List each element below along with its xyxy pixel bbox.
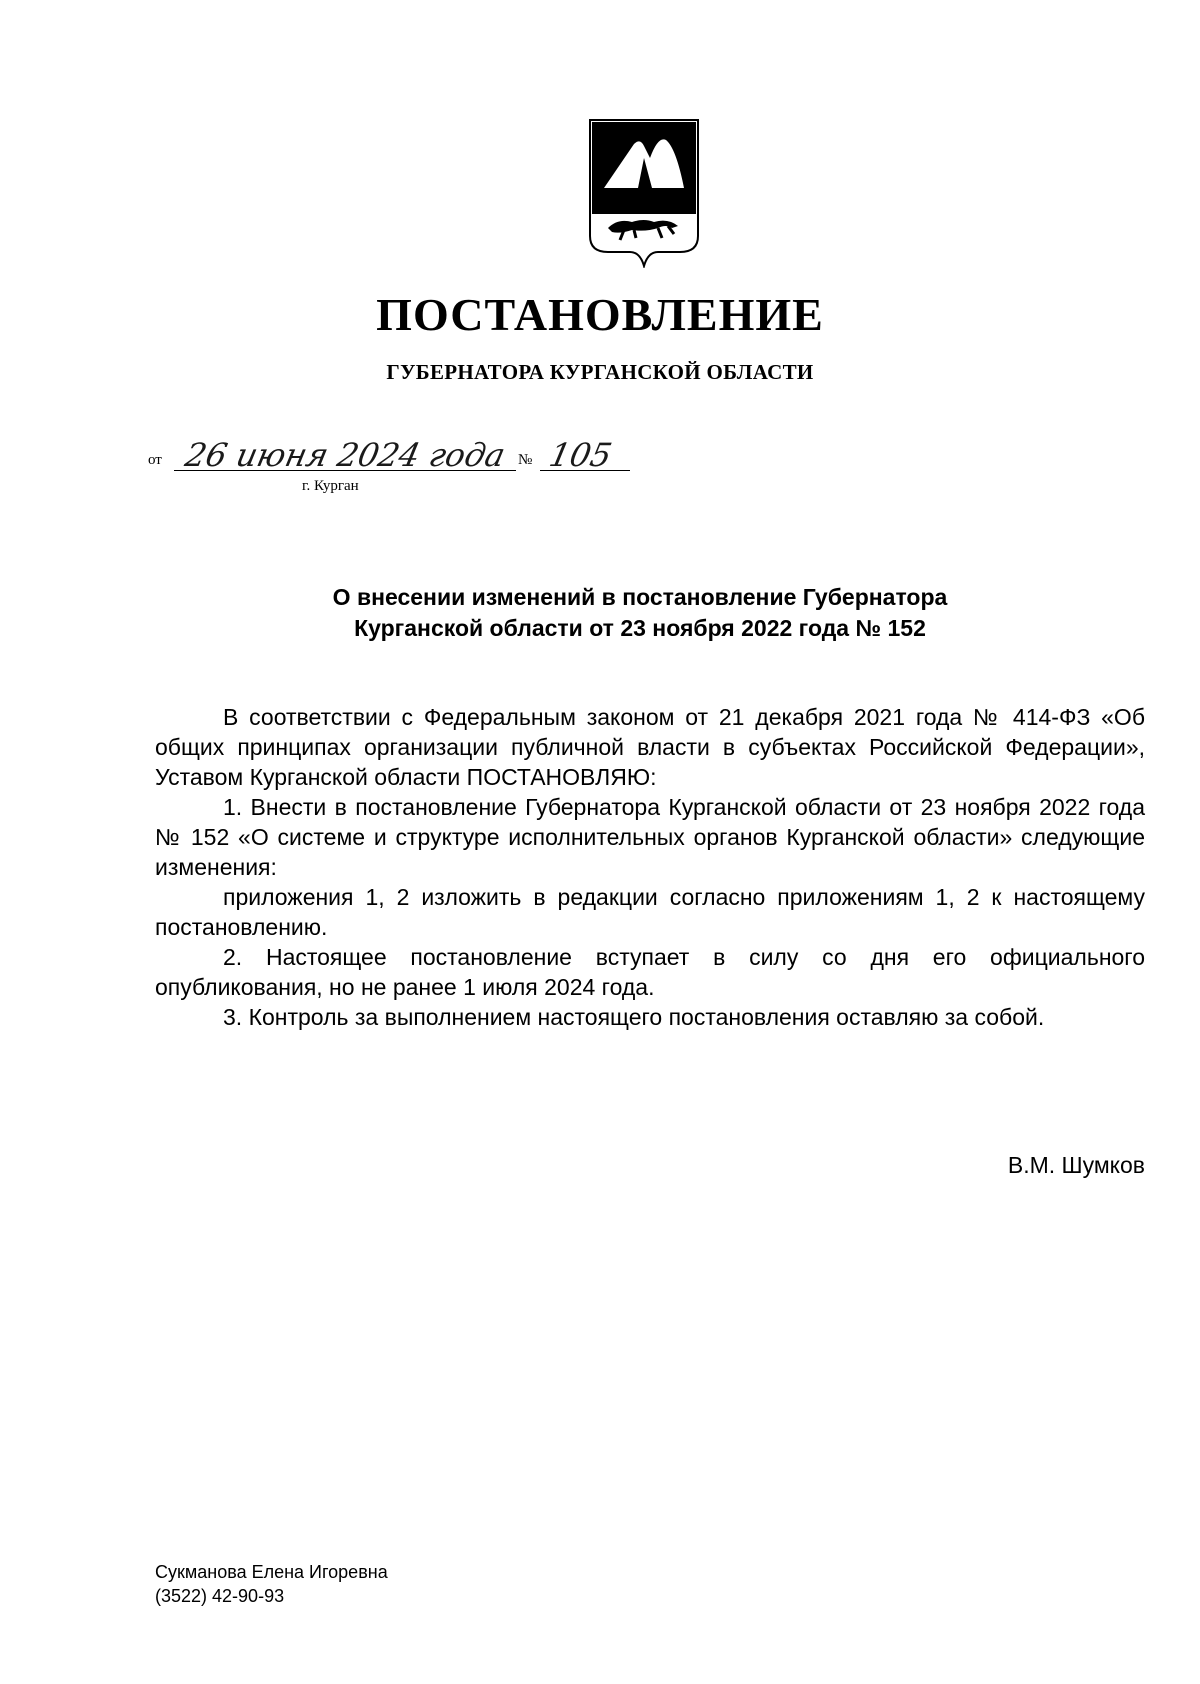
body-paragraph: 2. Настоящее постановление вступает в силу со дня его официального опубликования, но не ранее 1 июля 2024 года. — [155, 944, 1145, 1000]
contact-phone: (3522) 42-90-93 — [155, 1586, 285, 1606]
handwritten-number: 105 — [545, 436, 616, 474]
document-title: ПОСТАНОВЛЕНИЕ — [376, 289, 824, 340]
body-paragraph: 3. Контроль за выполнением настоящего постановления оставляю за собой. — [223, 1004, 1045, 1030]
handwritten-date: 26 июня 2024 года — [181, 436, 509, 474]
number-label: № — [518, 452, 533, 468]
heading-line-1: О внесении изменений в постановление Губернатора — [332, 584, 948, 610]
heading-line-2: Курганской области от 23 ноября 2022 года № 152 — [354, 615, 926, 641]
coat-of-arms-icon — [588, 118, 700, 268]
document-subtitle: ГУБЕРНАТОРА КУРГАНСКОЙ ОБЛАСТИ — [386, 360, 814, 384]
contact-block — [155, 1560, 388, 1608]
body-paragraph: В соответствии с Федеральным законом от 21 декабря 2021 года № 414-ФЗ «Об общих принципах организации публичной власти в субъектах Российской Федерации», Уставом Курганской области ПОСТАНОВЛЯЮ: — [155, 704, 1145, 790]
document-heading — [240, 582, 1040, 644]
body-paragraph: 1. Внести в постановление Губернатора Курганской области от 23 ноября 2022 года № 152 «О системе и структуре исполнительных органов Курганской области» следующие изменения: — [155, 794, 1145, 880]
dateline — [148, 434, 648, 514]
place-label: г. Курган — [302, 478, 359, 494]
body-paragraph: приложения 1, 2 изложить в редакции согласно приложениям 1, 2 к настоящему постановлению. — [155, 884, 1145, 940]
contact-name: Сукманова Елена Игоревна — [155, 1562, 388, 1582]
from-label: от — [148, 452, 162, 468]
document-body — [155, 702, 1145, 1032]
signature-name: В.М. Шумков — [1007, 1152, 1145, 1178]
